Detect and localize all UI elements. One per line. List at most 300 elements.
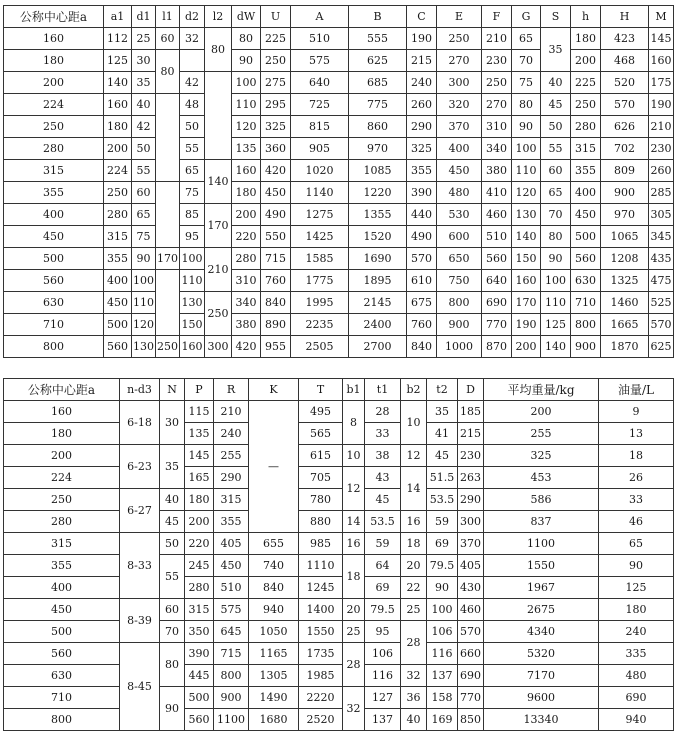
dim-row xyxy=(4,314,674,336)
dim-cell: 490 xyxy=(261,204,291,226)
dim-cell: 180 xyxy=(232,182,261,204)
wt-cell: 780 xyxy=(299,489,343,511)
dim-cell: 750 xyxy=(437,270,482,292)
dim-row xyxy=(4,226,674,248)
wt-cell: 210 xyxy=(214,401,249,423)
dim-cell: 500 xyxy=(4,248,104,270)
dim-cell: 480 xyxy=(437,182,482,204)
wt-cell: 2675 xyxy=(484,599,599,621)
wt-cell: 615 xyxy=(299,445,343,467)
dim-cell: 575 xyxy=(291,50,349,72)
wt-cell: 16 xyxy=(401,511,427,533)
wt-cell: 64 xyxy=(365,555,401,577)
dim-cell: 75 xyxy=(180,182,205,204)
wt-header-cell: D xyxy=(458,379,484,401)
dim-cell: 360 xyxy=(261,138,291,160)
wt-cell: 90 xyxy=(427,577,458,599)
wt-cell: 350 xyxy=(185,621,214,643)
wt-cell: 70 xyxy=(160,621,185,643)
dim-cell: 130 xyxy=(132,336,156,358)
dim-cell: 630 xyxy=(571,270,601,292)
wt-cell: 1680 xyxy=(249,709,299,731)
dim-cell: 1355 xyxy=(349,204,407,226)
wt-cell: 60 xyxy=(160,599,185,621)
dim-header-cell: C xyxy=(407,6,437,28)
dim-row xyxy=(4,204,674,226)
dim-header-cell: G xyxy=(512,6,541,28)
wt-cell: 1550 xyxy=(484,555,599,577)
dim-cell: 80 xyxy=(232,28,261,50)
dim-cell: 110 xyxy=(232,94,261,116)
wt-cell: 45 xyxy=(427,445,458,467)
dim-cell xyxy=(156,94,180,182)
dim-cell: 75 xyxy=(132,226,156,248)
dim-cell: 90 xyxy=(541,248,571,270)
dim-cell: 310 xyxy=(232,270,261,292)
dim-cell: 570 xyxy=(407,248,437,270)
dim-cell: 626 xyxy=(601,116,649,138)
wt-cell: 940 xyxy=(249,599,299,621)
wt-cell: 116 xyxy=(365,665,401,687)
dim-cell: 100 xyxy=(512,138,541,160)
wt-cell: 690 xyxy=(458,665,484,687)
dim-cell: 112 xyxy=(104,28,132,50)
dim-cell: 190 xyxy=(512,314,541,336)
wt-header-cell: n-d3 xyxy=(120,379,160,401)
wt-cell: 500 xyxy=(4,621,120,643)
wt-row xyxy=(4,467,674,489)
wt-cell: 12 xyxy=(343,467,365,511)
wt-cell: 315 xyxy=(214,489,249,511)
dim-cell: 40 xyxy=(132,94,156,116)
wt-cell: 137 xyxy=(365,709,401,731)
wt-cell: 450 xyxy=(214,555,249,577)
wt-cell: 35 xyxy=(160,445,185,489)
dim-cell: 1460 xyxy=(601,292,649,314)
wt-cell: 32 xyxy=(401,665,427,687)
dim-cell xyxy=(156,270,180,336)
dim-cell: 450 xyxy=(571,204,601,226)
dim-cell: 870 xyxy=(482,336,512,358)
wt-row xyxy=(4,401,674,423)
dim-cell: 180 xyxy=(104,116,132,138)
weights-table xyxy=(3,378,674,731)
dim-cell: 600 xyxy=(437,226,482,248)
dim-header-cell: 公称中心距a xyxy=(4,6,104,28)
dim-cell: 110 xyxy=(180,270,205,292)
wt-header-row xyxy=(4,379,674,401)
wt-cell: 1245 xyxy=(299,577,343,599)
wt-cell: 800 xyxy=(214,665,249,687)
wt-cell: 405 xyxy=(214,533,249,555)
dim-cell: 80 xyxy=(512,94,541,116)
wt-cell: 850 xyxy=(458,709,484,731)
wt-cell: 50 xyxy=(160,533,185,555)
dim-cell: 400 xyxy=(104,270,132,292)
dim-cell: 200 xyxy=(4,72,104,94)
dim-cell: 110 xyxy=(132,292,156,314)
dim-cell: 370 xyxy=(437,116,482,138)
wt-cell: 390 xyxy=(185,643,214,665)
wt-cell: 116 xyxy=(427,643,458,665)
wt-row xyxy=(4,511,674,533)
dim-header-cell: U xyxy=(261,6,291,28)
dim-cell: 420 xyxy=(261,160,291,182)
dim-cell: 285 xyxy=(649,182,674,204)
dim-cell: 725 xyxy=(291,94,349,116)
wt-cell: 200 xyxy=(185,511,214,533)
wt-cell: 25 xyxy=(401,599,427,621)
dim-cell: 1425 xyxy=(291,226,349,248)
wt-cell: 255 xyxy=(214,445,249,467)
dim-cell: 260 xyxy=(407,94,437,116)
wt-cell: 280 xyxy=(185,577,214,599)
dim-cell: 2700 xyxy=(349,336,407,358)
wt-cell: 35 xyxy=(427,401,458,423)
wt-cell: 255 xyxy=(484,423,599,445)
dim-cell: 800 xyxy=(437,292,482,314)
dim-row xyxy=(4,28,674,50)
wt-cell: 36 xyxy=(401,687,427,709)
wt-cell: 79.5 xyxy=(427,555,458,577)
wt-cell: 510 xyxy=(214,577,249,599)
dim-cell: 315 xyxy=(4,160,104,182)
dim-row xyxy=(4,336,674,358)
dim-cell: 400 xyxy=(4,204,104,226)
wt-row xyxy=(4,489,674,511)
wt-cell: 45 xyxy=(365,489,401,511)
dim-cell: 900 xyxy=(571,336,601,358)
dim-cell: 250 xyxy=(4,116,104,138)
wt-header-cell: P xyxy=(185,379,214,401)
dim-cell: 200 xyxy=(571,50,601,72)
wt-cell: 290 xyxy=(458,489,484,511)
wt-cell: 430 xyxy=(458,577,484,599)
wt-cell: 13 xyxy=(599,423,674,445)
dim-header-cell: dW xyxy=(232,6,261,28)
wt-cell: 6-18 xyxy=(120,401,160,445)
dim-cell: 500 xyxy=(571,226,601,248)
dim-cell: 95 xyxy=(180,226,205,248)
dim-cell: 570 xyxy=(601,94,649,116)
dim-row xyxy=(4,182,674,204)
dim-row xyxy=(4,160,674,182)
dim-cell: 775 xyxy=(349,94,407,116)
wt-cell: 26 xyxy=(599,467,674,489)
dim-cell: 60 xyxy=(132,182,156,204)
dim-cell: 440 xyxy=(407,204,437,226)
wt-row xyxy=(4,687,674,709)
wt-cell: 90 xyxy=(160,687,185,731)
dim-cell: 560 xyxy=(4,270,104,292)
dim-cell: 325 xyxy=(261,116,291,138)
wt-cell: 900 xyxy=(214,687,249,709)
dim-cell: 760 xyxy=(261,270,291,292)
dim-cell: 510 xyxy=(291,28,349,50)
dim-cell: 460 xyxy=(482,204,512,226)
wt-cell: 115 xyxy=(185,401,214,423)
dim-cell: 100 xyxy=(541,270,571,292)
dim-cell: 100 xyxy=(180,248,205,270)
wt-cell: 28 xyxy=(365,401,401,423)
wt-cell: 8-33 xyxy=(120,533,160,599)
wt-cell: 16 xyxy=(343,533,365,555)
dim-cell: 702 xyxy=(601,138,649,160)
wt-cell: 220 xyxy=(185,533,214,555)
dim-cell: 80 xyxy=(205,28,232,72)
wt-cell: 12 xyxy=(401,445,427,467)
wt-cell: 215 xyxy=(458,423,484,445)
dim-cell: 50 xyxy=(541,116,571,138)
wt-row xyxy=(4,599,674,621)
dim-cell: 2505 xyxy=(291,336,349,358)
dim-cell: 2235 xyxy=(291,314,349,336)
dim-cell: 175 xyxy=(649,72,674,94)
wt-cell: 32 xyxy=(343,687,365,731)
wt-header-cell: 油量/L xyxy=(599,379,674,401)
wt-cell: 137 xyxy=(427,665,458,687)
dim-cell: 690 xyxy=(482,292,512,314)
dim-cell: 420 xyxy=(232,336,261,358)
dim-cell: 715 xyxy=(261,248,291,270)
wt-cell: 325 xyxy=(484,445,599,467)
dim-header-cell: B xyxy=(349,6,407,28)
dim-cell: 160 xyxy=(104,94,132,116)
wt-header-cell: N xyxy=(160,379,185,401)
dim-cell: 685 xyxy=(349,72,407,94)
dim-cell: 125 xyxy=(541,314,571,336)
wt-cell: 800 xyxy=(4,709,120,731)
dim-cell: 400 xyxy=(571,182,601,204)
wt-cell: 20 xyxy=(343,599,365,621)
dim-cell: 710 xyxy=(4,314,104,336)
dim-cell: 130 xyxy=(180,292,205,314)
wt-header-cell: 平均重量/kg xyxy=(484,379,599,401)
dim-cell: 1520 xyxy=(349,226,407,248)
wt-cell: 165 xyxy=(185,467,214,489)
wt-cell: 8-45 xyxy=(120,643,160,731)
wt-row xyxy=(4,665,674,687)
wt-row xyxy=(4,445,674,467)
wt-cell: 9 xyxy=(599,401,674,423)
dim-cell: 65 xyxy=(132,204,156,226)
wt-cell: 40 xyxy=(401,709,427,731)
dim-cell: 110 xyxy=(541,292,571,314)
wt-cell: 565 xyxy=(299,423,343,445)
dim-cell: 190 xyxy=(649,94,674,116)
wt-cell: 315 xyxy=(185,599,214,621)
dim-cell: 250 xyxy=(261,50,291,72)
dim-cell: 120 xyxy=(232,116,261,138)
wt-cell: 127 xyxy=(365,687,401,709)
dim-cell: 25 xyxy=(132,28,156,50)
wt-cell: 160 xyxy=(4,401,120,423)
wt-cell: 53.5 xyxy=(427,489,458,511)
dim-cell: 1020 xyxy=(291,160,349,182)
wt-cell: 280 xyxy=(4,511,120,533)
wt-cell: 28 xyxy=(343,643,365,687)
wt-cell: 837 xyxy=(484,511,599,533)
dim-cell: 150 xyxy=(180,314,205,336)
wt-cell: 1985 xyxy=(299,665,343,687)
dim-cell: 250 xyxy=(437,28,482,50)
wt-cell: 1967 xyxy=(484,577,599,599)
dim-cell: 520 xyxy=(601,72,649,94)
wt-cell: 5320 xyxy=(484,643,599,665)
dim-cell: 160 xyxy=(232,160,261,182)
dim-cell: 130 xyxy=(512,204,541,226)
dim-cell: 140 xyxy=(512,226,541,248)
wt-header-cell: 公称中心距a xyxy=(4,379,120,401)
wt-header-cell: b1 xyxy=(343,379,365,401)
dim-cell: 815 xyxy=(291,116,349,138)
wt-cell: 2220 xyxy=(299,687,343,709)
dim-cell: 230 xyxy=(482,50,512,72)
dim-cell: 1208 xyxy=(601,248,649,270)
dim-cell: 270 xyxy=(437,50,482,72)
wt-header-cell: T xyxy=(299,379,343,401)
dim-cell xyxy=(180,50,205,72)
wt-cell: 315 xyxy=(4,533,120,555)
wt-row xyxy=(4,621,674,643)
wt-cell: 53.5 xyxy=(365,511,401,533)
dim-cell: 890 xyxy=(261,314,291,336)
dim-cell: 570 xyxy=(649,314,674,336)
wt-cell: 180 xyxy=(4,423,120,445)
dim-header-cell: M xyxy=(649,6,674,28)
wt-cell: 570 xyxy=(458,621,484,643)
wt-cell: 8-39 xyxy=(120,599,160,643)
dim-cell: 900 xyxy=(437,314,482,336)
dim-header-cell: d1 xyxy=(132,6,156,28)
dim-row xyxy=(4,138,674,160)
wt-cell: 1550 xyxy=(299,621,343,643)
dim-cell: 42 xyxy=(180,72,205,94)
wt-cell: 250 xyxy=(4,489,120,511)
wt-cell: 90 xyxy=(599,555,674,577)
dim-cell: 380 xyxy=(482,160,512,182)
wt-cell: 985 xyxy=(299,533,343,555)
dim-cell: 340 xyxy=(232,292,261,314)
dim-cell: 355 xyxy=(407,160,437,182)
wt-cell: 1100 xyxy=(484,533,599,555)
wt-cell: 65 xyxy=(599,533,674,555)
wt-cell: 560 xyxy=(185,709,214,731)
wt-cell: 79.5 xyxy=(365,599,401,621)
dim-cell: 1325 xyxy=(601,270,649,292)
wt-cell: 880 xyxy=(299,511,343,533)
dim-cell: 200 xyxy=(104,138,132,160)
dim-cell: 560 xyxy=(482,248,512,270)
dim-cell: 450 xyxy=(437,160,482,182)
dimensions-table xyxy=(3,5,674,358)
dim-cell: 80 xyxy=(156,50,180,94)
dim-cell: 840 xyxy=(407,336,437,358)
wt-cell: 560 xyxy=(4,643,120,665)
dim-cell: 55 xyxy=(180,138,205,160)
wt-cell: 46 xyxy=(599,511,674,533)
wt-cell: 335 xyxy=(599,643,674,665)
dim-cell: 1775 xyxy=(291,270,349,292)
wt-cell: 20 xyxy=(401,555,427,577)
dim-cell: 280 xyxy=(4,138,104,160)
dim-cell: 2400 xyxy=(349,314,407,336)
dim-cell: 675 xyxy=(407,292,437,314)
dim-header-cell: a1 xyxy=(104,6,132,28)
dim-cell: 35 xyxy=(132,72,156,94)
dim-cell: 170 xyxy=(156,248,180,270)
dim-cell: 125 xyxy=(104,50,132,72)
wt-row xyxy=(4,643,674,665)
dim-cell: 800 xyxy=(4,336,104,358)
dim-cell: 135 xyxy=(232,138,261,160)
dim-cell: 355 xyxy=(104,248,132,270)
dim-cell: 42 xyxy=(132,116,156,138)
dim-cell: 200 xyxy=(512,336,541,358)
wt-cell: 10 xyxy=(401,401,427,445)
wt-cell: — xyxy=(249,401,299,533)
wt-cell: 690 xyxy=(599,687,674,709)
wt-header-cell: t2 xyxy=(427,379,458,401)
dim-cell: 280 xyxy=(104,204,132,226)
dim-cell: 160 xyxy=(649,50,674,72)
wt-cell: 200 xyxy=(484,401,599,423)
dim-cell: 435 xyxy=(649,248,674,270)
wt-row xyxy=(4,577,674,599)
dim-cell: 145 xyxy=(649,28,674,50)
dim-cell: 310 xyxy=(482,116,512,138)
wt-cell: 770 xyxy=(458,687,484,709)
dim-row xyxy=(4,50,674,72)
dim-cell: 1275 xyxy=(291,204,349,226)
dim-cell: 1140 xyxy=(291,182,349,204)
wt-cell: 460 xyxy=(458,599,484,621)
dim-cell: 500 xyxy=(104,314,132,336)
wt-cell: 245 xyxy=(185,555,214,577)
dim-cell: 55 xyxy=(132,160,156,182)
dim-cell: 450 xyxy=(104,292,132,314)
wt-cell: 1110 xyxy=(299,555,343,577)
dim-cell: 65 xyxy=(541,182,571,204)
dim-cell: 400 xyxy=(437,138,482,160)
dim-cell: 48 xyxy=(180,94,205,116)
dim-cell: 140 xyxy=(104,72,132,94)
dim-cell: 1065 xyxy=(601,226,649,248)
wt-cell: 355 xyxy=(214,511,249,533)
wt-row xyxy=(4,423,674,445)
dim-header-cell: H xyxy=(601,6,649,28)
dim-cell: 160 xyxy=(512,270,541,292)
dim-cell: 35 xyxy=(541,28,571,72)
dim-header-cell: E xyxy=(437,6,482,28)
wt-cell: 355 xyxy=(4,555,120,577)
wt-cell: 100 xyxy=(427,599,458,621)
dim-cell: 45 xyxy=(541,94,571,116)
dim-cell: 390 xyxy=(407,182,437,204)
dim-cell: 220 xyxy=(232,226,261,248)
wt-cell: 453 xyxy=(484,467,599,489)
dim-cell: 280 xyxy=(232,248,261,270)
dim-cell: 1895 xyxy=(349,270,407,292)
dim-cell: 800 xyxy=(571,314,601,336)
dim-cell: 70 xyxy=(512,50,541,72)
dim-header-cell: d2 xyxy=(180,6,205,28)
dim-cell: 260 xyxy=(649,160,674,182)
wt-cell: 18 xyxy=(599,445,674,467)
wt-cell: 40 xyxy=(160,489,185,511)
dim-cell: 180 xyxy=(571,28,601,50)
dim-cell xyxy=(156,182,180,248)
